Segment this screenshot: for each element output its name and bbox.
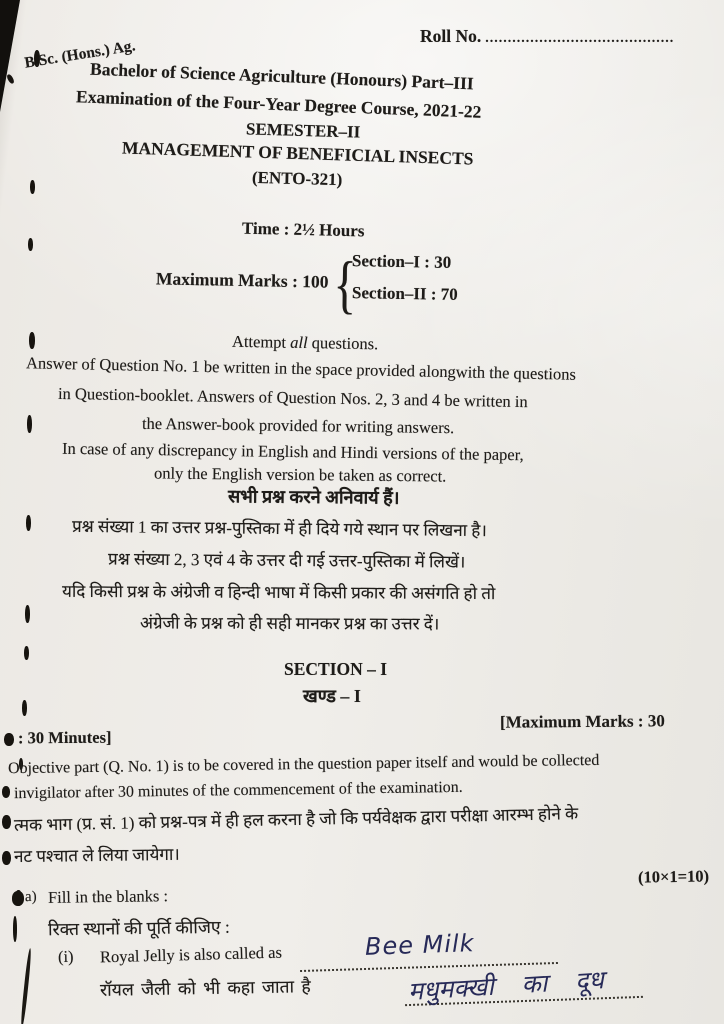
cut-letter-smudge bbox=[4, 733, 14, 746]
binding-mark bbox=[25, 605, 30, 623]
corner-course-note: B.Sc. (Hons.) Ag. bbox=[23, 37, 137, 72]
degree-title: Bachelor of Science Agriculture (Honours) Part–III bbox=[89, 58, 475, 94]
instruction-line: In case of any discrepancy in English and Hindi versions of the paper, bbox=[61, 438, 524, 465]
instruction-line: in Question-booklet. Answers of Question Nos. 2, 3 and 4 be written in bbox=[57, 383, 528, 412]
scan-corner-shadow bbox=[0, 0, 20, 112]
item-i-text: Royal Jelly is also called as bbox=[99, 942, 283, 967]
max-marks: Maximum Marks : 100 bbox=[155, 268, 329, 292]
objective-note-hindi-line: नट पश्चात ले लिया जायेगा। bbox=[13, 844, 180, 867]
marks-scheme: (10×1=10) bbox=[637, 866, 710, 887]
attempt-note-post: questions. bbox=[307, 333, 379, 354]
semester-title: SEMESTER–II bbox=[245, 119, 361, 142]
part-marker-smudge bbox=[12, 891, 24, 906]
part-a-marker: a) bbox=[24, 888, 37, 906]
cut-letter-smudge bbox=[2, 786, 10, 798]
binding-mark bbox=[28, 238, 33, 251]
hindi-instruction-line: अंग्रेजी के प्रश्न को ही सही मानकर प्रश्न का उत्तर दें। bbox=[139, 613, 440, 634]
hindi-instruction-line: प्रश्न संख्या 2, 3 एवं 4 के उत्तर दी गई उत्तर-पुस्तिका में लिखें। bbox=[107, 549, 466, 572]
item-i-marker: (i) bbox=[57, 946, 74, 967]
handwritten-answer-hindi[interactable]: मधुमक्खी का दूध bbox=[407, 965, 605, 1006]
section-1-heading: SECTION – I bbox=[284, 659, 388, 679]
roll-no-row bbox=[420, 26, 674, 47]
instruction-line: only the English version be taken as correct. bbox=[153, 463, 447, 486]
section-1-heading-hindi: खण्ड – I bbox=[303, 686, 361, 706]
section-1-time-limit: : 30 Minutes] bbox=[17, 727, 112, 748]
binding-mark bbox=[24, 646, 29, 660]
attempt-note-all: all bbox=[290, 332, 308, 353]
part-a-label: Fill in the blanks : bbox=[47, 886, 169, 907]
marks-section-1: Section–I : 30 bbox=[351, 251, 452, 272]
spine-shadow-line bbox=[20, 948, 32, 1024]
marks-section-2: Section–II : 70 bbox=[351, 283, 458, 304]
roll-no-label: Roll No. bbox=[420, 26, 482, 46]
binding-mark bbox=[27, 415, 32, 433]
hindi-instruction-line: प्रश्न संख्या 1 का उत्तर प्रश्न-पुस्तिका में ही दिये गये स्थान पर लिखना है। bbox=[71, 516, 487, 541]
course-code: (ENTO-321) bbox=[251, 167, 343, 190]
hindi-mandatory-note: सभी प्रश्न करने अनिवार्य हैं। bbox=[227, 486, 400, 508]
binding-mark bbox=[22, 700, 27, 716]
instruction-line: the Answer-book provided for writing answers. bbox=[141, 413, 455, 438]
attempt-note bbox=[232, 333, 379, 355]
objective-note-line: Objective part (Q. No. 1) is to be covered in the question paper itself and would be collected bbox=[7, 751, 600, 778]
roll-no-blank[interactable]: .......................................... bbox=[485, 31, 675, 46]
section-1-max-marks: [Maximum Marks : 30 bbox=[499, 711, 665, 732]
objective-note-hindi-line: त्मक भाग (प्र. सं. 1) को प्रश्न-पत्र में ही हल करना है जो कि पर्यवेक्षक द्वारा परीक्षा आरम्भ होने के bbox=[13, 804, 579, 835]
marks-brace: { bbox=[333, 249, 357, 321]
time-allowed: Time : 2½ Hours bbox=[241, 218, 365, 241]
cut-letter-smudge bbox=[2, 851, 11, 865]
handwritten-answer-en[interactable]: Bee Milk bbox=[364, 929, 476, 961]
part-a-label-hindi: रिक्त स्थानों की पूर्ति कीजिए : bbox=[47, 916, 230, 940]
hindi-instruction-line: यदि किसी प्रश्न के अंग्रेजी व हिन्दी भाषा में किसी प्रकार की असंगति हो तो bbox=[61, 581, 496, 604]
binding-mark bbox=[13, 916, 17, 942]
item-i-text-hindi: रॉयल जैली को भी कहा जाता है bbox=[99, 976, 311, 1000]
binding-mark bbox=[30, 180, 35, 194]
instruction-line: Answer of Question No. 1 be written in the space provided alongwith the questions bbox=[25, 353, 577, 384]
exam-title: Examination of the Four-Year Degree Course, 2021-22 bbox=[75, 86, 482, 122]
binding-mark bbox=[29, 332, 35, 349]
attempt-note-pre: Attempt bbox=[231, 331, 291, 352]
course-title: MANAGEMENT OF BENEFICIAL INSECTS bbox=[121, 137, 474, 169]
binding-mark bbox=[26, 515, 31, 531]
cut-letter-smudge bbox=[2, 815, 11, 829]
objective-note-line: invigilator after 30 minutes of the commencement of the examination. bbox=[13, 778, 463, 803]
